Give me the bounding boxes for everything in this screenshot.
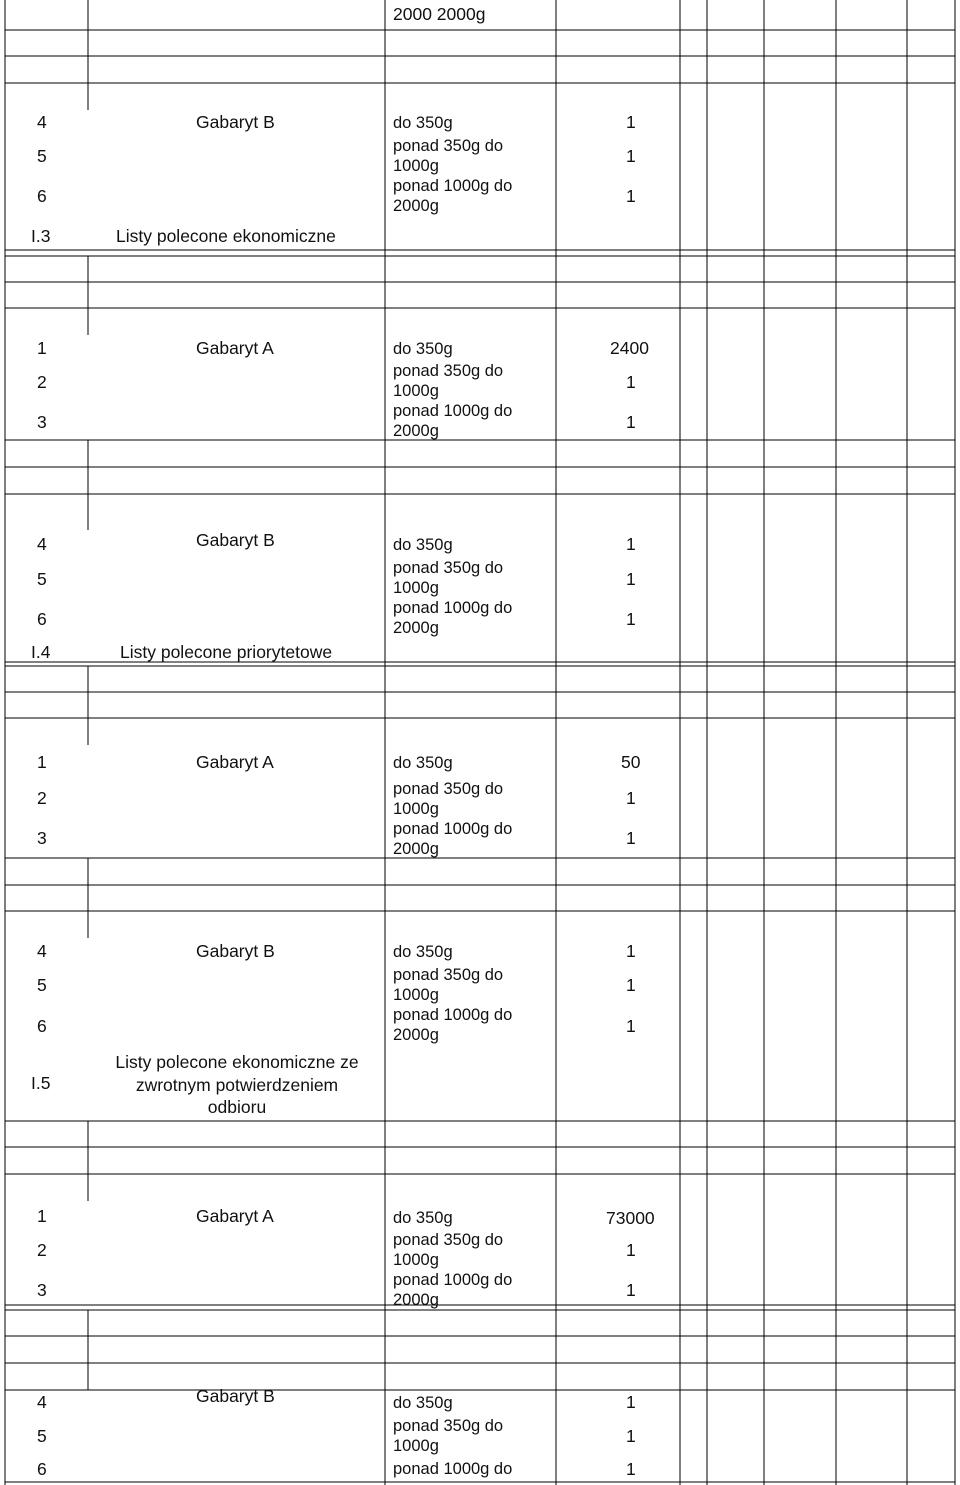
weight-line: ponad 350g do [393, 559, 504, 577]
quantity-cell: 1 [626, 1426, 636, 1446]
row-number: 3 [37, 1280, 47, 1300]
row-number: 4 [37, 112, 47, 132]
section-title: Listy polecone priorytetowe [120, 642, 333, 662]
quantity-cell: 1 [626, 146, 636, 166]
row-number: 2 [37, 1240, 47, 1260]
weight-cell: do 350g [393, 754, 453, 772]
section-id: I.3 [31, 226, 51, 246]
row-number: 5 [37, 975, 47, 995]
quantity-cell: 1 [626, 1459, 636, 1479]
quantity-cell: 1 [626, 1392, 636, 1412]
section-title: Listy polecone ekonomiczne [116, 226, 336, 246]
quantity-cell: 1 [626, 1016, 636, 1036]
weight-line: ponad 1000g do [393, 599, 513, 617]
row-number: 2 [37, 372, 47, 392]
row-number: 5 [37, 569, 47, 589]
weight-cell [393, 1416, 503, 1456]
section-id: I.4 [31, 642, 51, 662]
row-number: 5 [37, 146, 47, 166]
weight-line: 1000g [393, 1251, 439, 1269]
weight-cell [393, 136, 503, 176]
weight-cell [393, 1270, 512, 1310]
size-label: Gabaryt B [196, 112, 275, 132]
quantity-cell: 1 [626, 534, 636, 554]
row-number: 1 [37, 338, 47, 358]
weight-line: 1000g [393, 579, 439, 597]
row-number: 3 [37, 412, 47, 432]
quantity-cell: 1 [626, 112, 636, 132]
weight-cell [393, 1230, 503, 1270]
weight-line: ponad 1000g do [393, 1006, 513, 1024]
row-number: 6 [37, 1459, 47, 1479]
quantity-cell: 1 [626, 788, 636, 808]
row-number: 4 [37, 534, 47, 554]
row-number: 1 [37, 1206, 47, 1226]
quantity-cell: 1 [626, 412, 636, 432]
weight-cell: 2000 2000g [393, 4, 486, 24]
weight-cell: do 350g [393, 114, 453, 132]
weight-line: ponad 350g do [393, 1231, 504, 1249]
row-number: 3 [37, 828, 47, 848]
weight-line: 1000g [393, 157, 439, 175]
weight-cell [393, 1005, 512, 1045]
weight-line: 2000g [393, 1026, 439, 1044]
weight-line: 1000g [393, 1437, 439, 1455]
quantity-cell: 1 [626, 828, 636, 848]
size-label: Gabaryt A [196, 752, 274, 772]
quantity-cell: 1 [626, 1240, 636, 1260]
quantity-cell: 73000 [606, 1208, 655, 1228]
size-label: Gabaryt B [196, 530, 275, 550]
quantity-cell: 1 [626, 569, 636, 589]
section-title-line: zwrotnym potwierdzeniem [135, 1074, 339, 1095]
weight-cell [393, 819, 512, 859]
quantity-cell: 1 [626, 372, 636, 392]
row-number: 6 [37, 609, 47, 629]
row-number: 4 [37, 1392, 47, 1412]
row-number: 6 [37, 186, 47, 206]
weight-line: 2000g [393, 197, 439, 215]
weight-cell: do 350g [393, 943, 453, 961]
size-label: Gabaryt B [196, 1386, 275, 1406]
weight-line: ponad 350g do [393, 966, 504, 984]
weight-cell: do 350g [393, 340, 453, 358]
quantity-cell: 1 [626, 975, 636, 995]
quantity-cell: 2400 [610, 338, 649, 358]
weight-line: 2000g [393, 619, 439, 637]
quantity-cell: 1 [626, 186, 636, 206]
row-number: 4 [37, 941, 47, 961]
weight-line: 2000g [393, 840, 439, 858]
weight-cell [393, 598, 512, 638]
row-number: 5 [37, 1426, 47, 1446]
section-id: I.5 [31, 1073, 51, 1093]
section-title-line: Listy polecone ekonomiczne ze [115, 1052, 359, 1072]
size-label: Gabaryt A [196, 338, 274, 358]
weight-line: ponad 1000g do [393, 1271, 513, 1289]
quantity-cell: 50 [621, 752, 641, 772]
row-number: 1 [37, 752, 47, 772]
weight-line: ponad 1000g do [393, 177, 513, 195]
weight-line: ponad 350g do [393, 137, 504, 155]
quantity-cell: 1 [626, 941, 636, 961]
section-title [90, 1051, 384, 1119]
weight-cell [393, 361, 503, 401]
weight-cell: do 350g [393, 536, 453, 554]
weight-line: 1000g [393, 986, 439, 1004]
section-title-line: odbioru [207, 1097, 267, 1117]
weight-cell [393, 176, 512, 216]
weight-cell: ponad 1000g do [393, 1460, 513, 1478]
quantity-cell: 1 [626, 1280, 636, 1300]
weight-line: ponad 350g do [393, 362, 504, 380]
weight-line: ponad 350g do [393, 1417, 504, 1435]
row-number: 2 [37, 788, 47, 808]
weight-cell [393, 558, 503, 598]
weight-cell [393, 779, 503, 819]
size-label: Gabaryt A [196, 1206, 274, 1226]
weight-cell: do 350g [393, 1209, 453, 1227]
weight-line: ponad 1000g do [393, 402, 513, 420]
weight-line: 1000g [393, 800, 439, 818]
weight-line: 2000g [393, 1291, 439, 1309]
weight-cell: do 350g [393, 1394, 453, 1412]
size-label: Gabaryt B [196, 941, 275, 961]
quantity-cell: 1 [626, 609, 636, 629]
weight-line: 1000g [393, 382, 439, 400]
weight-cell [393, 965, 503, 1005]
row-number: 6 [37, 1016, 47, 1036]
weight-line: 2000g [393, 422, 439, 440]
weight-line: ponad 1000g do [393, 820, 513, 838]
weight-line: ponad 350g do [393, 780, 504, 798]
weight-cell [393, 401, 512, 441]
